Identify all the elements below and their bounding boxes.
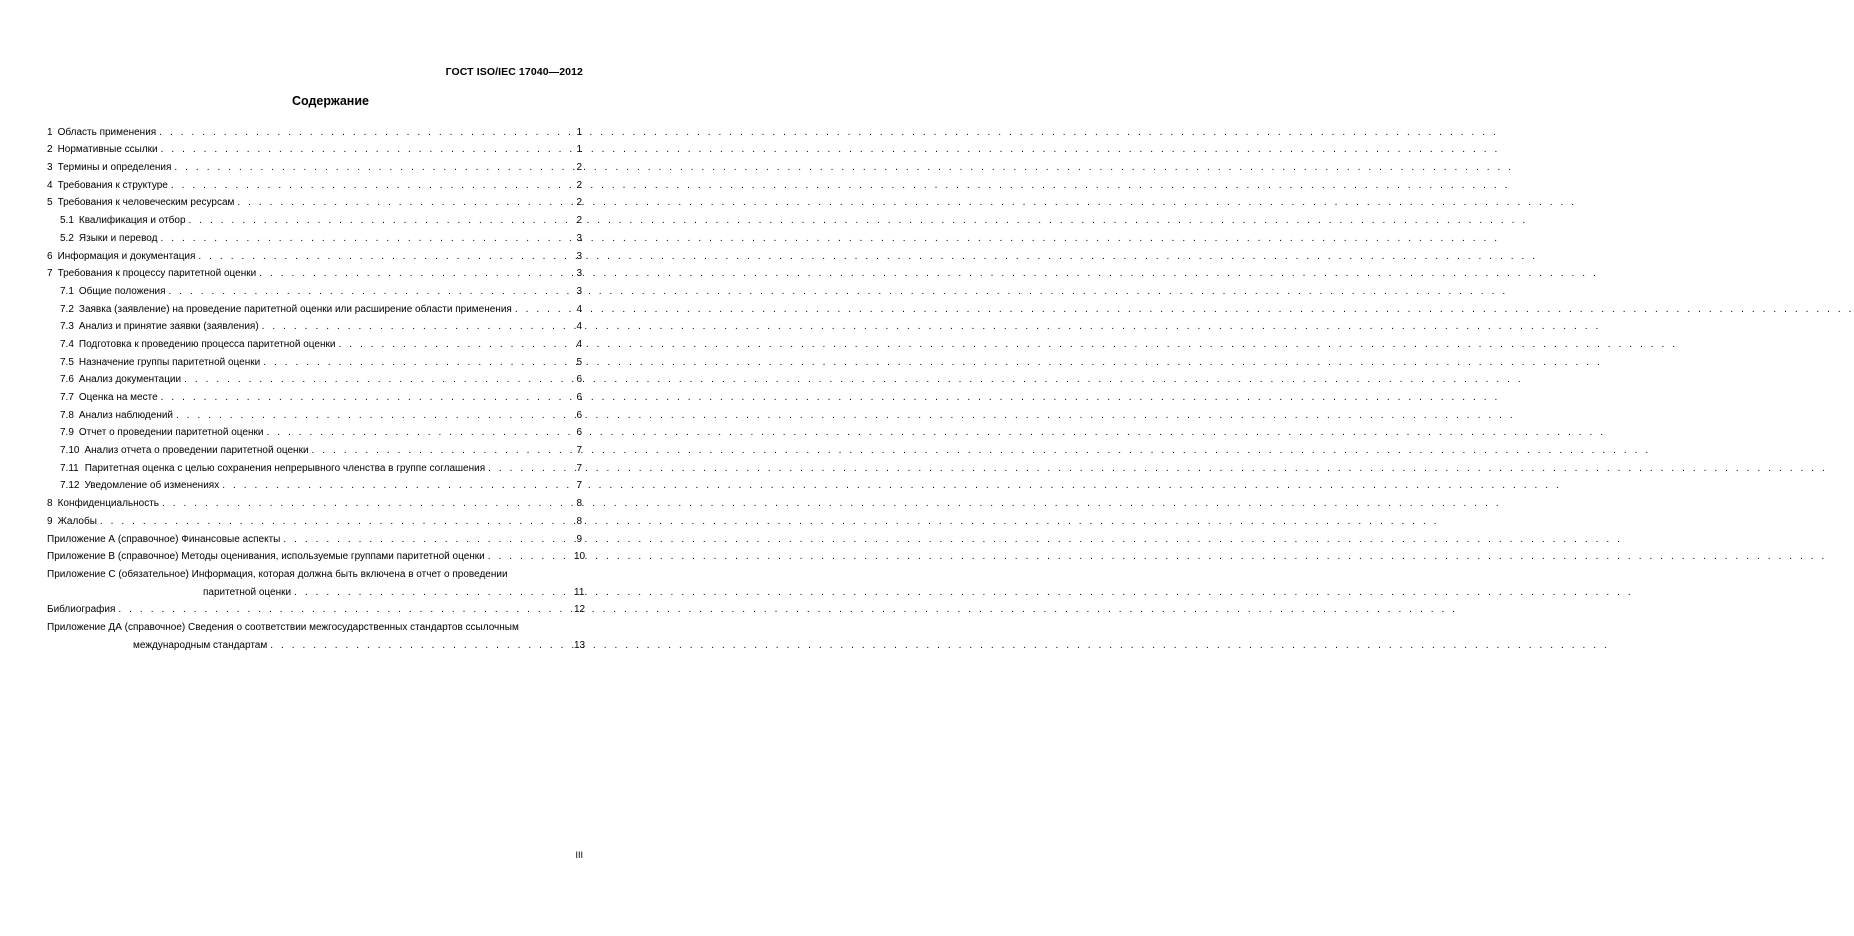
toc-entry-number: 7.3 (60, 321, 74, 333)
toc-entry-title: Языки и перевод (78, 232, 158, 244)
toc-entry-title: Общие положения (78, 285, 166, 297)
toc-entry-number: 7.7 (60, 392, 74, 403)
toc-entry-title: Термины и определения (57, 162, 172, 174)
toc-entry-number: 5 (47, 197, 53, 209)
dot-leader (118, 604, 572, 615)
toc-entry-number: 7.2 (60, 303, 74, 315)
toc-entry-page: 9 (576, 533, 582, 545)
dot-leader (100, 516, 572, 527)
toc-entry-title: Квалификация и отбор (78, 215, 186, 227)
toc-entry-title: Область применения (57, 126, 157, 138)
toc-entry-7-6[interactable] (47, 368, 582, 386)
toc-entry-title: Приложение С (обязательное) Информация, которая должна быть включена в отчет о проведении (47, 568, 508, 580)
toc-entry-page: 1 (576, 144, 582, 156)
dot-leader (312, 445, 572, 456)
dot-leader (159, 127, 572, 138)
toc-entry-number: 7.11 (60, 462, 79, 474)
toc-entry-7[interactable] (47, 262, 582, 280)
toc-entry-number: 6 (47, 250, 53, 262)
toc-entry-page: 1 (576, 126, 582, 138)
toc-entry-title: Жалобы (57, 515, 97, 527)
dot-leader (160, 233, 572, 244)
toc-entry-number: 7.9 (60, 427, 74, 439)
toc-entry-page: 11 (574, 586, 585, 598)
toc-entry-title: Требования к структуре (57, 179, 168, 191)
toc-entry-number: 7.8 (60, 409, 74, 421)
document-header: ГОСТ ISO/IEC 17040—2012 (445, 66, 583, 78)
toc-entry-title: Приложение В (справочное) Методы оценивания, используемые группами паритетной оценки (47, 551, 485, 563)
toc-entry-annex-da-continued[interactable] (47, 633, 586, 651)
dot-leader (222, 480, 572, 491)
toc-entry-4[interactable] (47, 173, 582, 191)
toc-entry-title: Нормативные ссылки (57, 144, 158, 156)
toc-entry-7-12[interactable] (47, 474, 582, 492)
toc-entry-page: 8 (576, 515, 582, 527)
toc-entry-page: 6 (576, 374, 582, 386)
toc-entry-number: 4 (47, 179, 53, 191)
dot-leader (161, 144, 572, 155)
dot-leader (161, 392, 572, 403)
toc-entry-title: Уведомление об изменениях (84, 480, 220, 492)
toc-entry-2[interactable] (47, 138, 582, 156)
dot-leader (294, 587, 572, 598)
toc-entry-page: 13 (574, 639, 586, 651)
toc-entry-annex-a[interactable] (47, 527, 582, 545)
toc-entry-title: Назначение группы паритетной оценки (78, 356, 261, 368)
dot-leader (488, 463, 572, 474)
page-number: III (575, 850, 583, 860)
toc-entry-page: 3 (576, 232, 582, 244)
toc-entry-number: 7.5 (60, 356, 74, 368)
toc-entry-7-7[interactable] (47, 385, 582, 403)
toc-entry-7-5[interactable] (47, 350, 582, 368)
toc-entry-title-continued: международным стандартам (133, 639, 268, 651)
toc-entry-title: Анализ отчета о проведении паритетной оценки (84, 445, 309, 457)
toc-entry-number: 8 (47, 498, 53, 510)
dot-leader (259, 268, 572, 279)
toc-entry-page: 4 (576, 338, 582, 350)
toc-entry-page: 5 (576, 356, 582, 368)
toc-entry-page: 6 (576, 392, 582, 403)
toc-entry-annex-b[interactable] (47, 545, 586, 563)
toc-entry-page: 7 (576, 462, 582, 474)
toc-entry-1[interactable] (47, 120, 582, 138)
toc-entry-annex-c[interactable] (47, 562, 582, 580)
toc-entry-page: 12 (574, 604, 586, 616)
toc-entry-number: 5.2 (60, 232, 74, 244)
toc-title: Содержание (291, 94, 369, 108)
toc-entry-title: Конфиденциальность (57, 498, 159, 510)
toc-entry-title: Приложение А (справочное) Финансовые аспекты (47, 533, 281, 545)
dot-leader (198, 251, 572, 262)
toc-entry-page: 2 (576, 197, 582, 209)
toc-entry-title: Анализ и принятие заявки (заявления) (78, 321, 259, 333)
toc-entry-title: Приложение ДА (справочное) Сведения о соответствии межгосударственных стандартов ссылочным (47, 621, 519, 633)
toc-entry-page: 3 (576, 268, 582, 280)
toc-entry-title: Анализ наблюдений (78, 409, 174, 421)
dot-leader (283, 534, 572, 545)
toc-entry-6[interactable] (47, 244, 582, 262)
toc-entry-page: 3 (576, 285, 582, 297)
dot-leader (262, 321, 572, 332)
dot-leader (169, 286, 573, 297)
dot-leader (515, 304, 572, 315)
toc-entry-number: 9 (47, 515, 53, 527)
toc-entry-5[interactable] (47, 191, 582, 209)
toc-entry-9[interactable] (47, 509, 582, 527)
toc-entry-title: Отчет о проведении паритетной оценки (78, 427, 264, 439)
toc-entry-number: 7 (47, 268, 53, 280)
toc-entry-page: 3 (576, 250, 582, 262)
toc-entry-number: 7.10 (60, 445, 80, 457)
toc-entry-number: 5.1 (60, 215, 74, 227)
dot-leader (266, 427, 572, 438)
toc-entry-number: 7.12 (60, 480, 80, 492)
dot-leader (263, 357, 572, 368)
toc-entry-7-10[interactable] (47, 438, 582, 456)
dot-leader (176, 410, 572, 421)
table-of-contents (47, 120, 586, 651)
toc-entry-bibliography[interactable] (47, 598, 586, 616)
toc-entry-number: 3 (47, 162, 53, 174)
toc-entry-page: 8 (576, 498, 582, 510)
toc-entry-title: Заявка (заявление) на проведение паритетной оценки или расширение области применения (78, 303, 512, 315)
toc-entry-number: 7.6 (60, 374, 74, 386)
toc-entry-number: 7.1 (60, 285, 74, 297)
dot-leader (189, 215, 572, 226)
toc-entry-annex-da[interactable] (47, 615, 582, 633)
toc-entry-3[interactable] (47, 155, 582, 173)
toc-entry-title: Требования к процессу паритетной оценки (57, 268, 257, 280)
toc-entry-7-1[interactable] (47, 279, 582, 297)
toc-entry-annex-c-continued[interactable] (47, 580, 585, 598)
dot-leader (184, 374, 572, 385)
toc-entry-5-2[interactable] (47, 226, 582, 244)
toc-entry-7-8[interactable] (47, 403, 582, 421)
dot-leader (488, 551, 572, 562)
toc-entry-7-2[interactable] (47, 297, 582, 315)
toc-entry-page: 7 (576, 480, 582, 492)
toc-entry-page: 10 (574, 551, 586, 563)
toc-entry-5-1[interactable] (47, 208, 582, 226)
toc-entry-title: Оценка на месте (78, 392, 158, 403)
toc-entry-title: Требования к человеческим ресурсам (57, 197, 235, 209)
dot-leader (338, 339, 572, 350)
dot-leader (174, 162, 572, 173)
toc-entry-title-continued: паритетной оценки (203, 586, 292, 598)
toc-entry-number: 1 (47, 126, 53, 138)
toc-entry-title: Информация и документация (57, 250, 196, 262)
toc-entry-page: 4 (576, 303, 582, 315)
toc-entry-title: Паритетная оценка с целью сохранения непрерывного членства в группе соглашения (84, 462, 486, 474)
dot-leader (237, 197, 572, 208)
toc-entry-title: Библиография (47, 604, 116, 616)
toc-entry-title: Подготовка к проведению процесса паритетной оценки (78, 338, 336, 350)
toc-entry-number: 2 (47, 144, 53, 156)
toc-entry-7-11[interactable] (47, 456, 582, 474)
toc-entry-page: 2 (576, 179, 582, 191)
toc-entry-page: 2 (576, 162, 582, 174)
toc-entry-title: Анализ документации (78, 374, 182, 386)
toc-entry-8[interactable] (47, 491, 582, 509)
dot-leader (162, 498, 572, 509)
toc-entry-page: 4 (576, 321, 582, 333)
dot-leader (171, 180, 572, 191)
toc-entry-page: 2 (576, 215, 582, 227)
toc-entry-page: 6 (576, 427, 582, 439)
toc-entry-page: 7 (576, 445, 582, 457)
dot-leader (270, 640, 572, 651)
toc-entry-7-9[interactable] (47, 421, 582, 439)
toc-entry-number: 7.4 (60, 338, 74, 350)
toc-entry-7-3[interactable] (47, 315, 582, 333)
toc-entry-page: 6 (576, 409, 582, 421)
toc-entry-7-4[interactable] (47, 332, 582, 350)
